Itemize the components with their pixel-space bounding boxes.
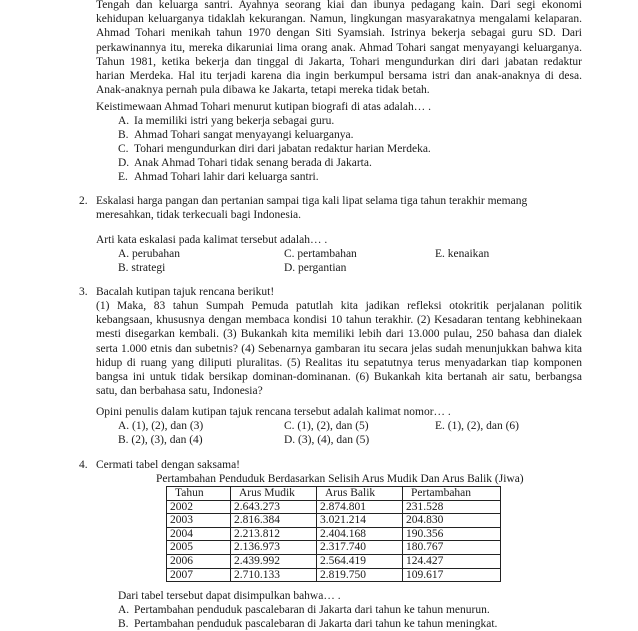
table-cell: 2006: [167, 554, 231, 568]
table-cell: 124.427: [403, 554, 501, 568]
option-a: A. (1), (2), dan (3): [118, 420, 204, 432]
text-line: meresahkan, tidak terkecuali bagi Indonesia.: [96, 209, 302, 222]
option-text: Pertambahan penduduk pascalebaran di Jakarta dari tahun ke tahun meningkat.: [134, 618, 498, 630]
text-line: Anak-anaknya pernah pula dibawa ke Jakarta, tetapi mereka tidak betah.: [96, 84, 430, 97]
text-line: kehidupan keluarganya tidaklah kekurangan. Namun, lingkungan masyarakatnya mengalami kelaparan.: [96, 13, 582, 26]
table-row: [167, 554, 501, 568]
text-line: mesti disegarkan kembali. (3) Bukankah kita memiliki lebih dari 13.000 pulau, 250 bahasa dan dialek: [96, 328, 582, 341]
option-text: Ahmad Tohari sangat menyayangi keluarganya.: [134, 129, 354, 141]
table-cell: 2003: [167, 514, 231, 528]
option-letter: A.: [118, 604, 130, 616]
question-3-prompt: Opini penulis dalam kutipan tajuk rencana tersebut adalah kalimat nomor… .: [96, 406, 451, 418]
text-line: bangsa ini untuk tidak bersikap dominan-dominanan. (6) Bukankah kita bertanah air satu, berbangsa: [96, 371, 582, 384]
table-row: [167, 541, 501, 555]
table-cell: 2004: [167, 527, 231, 541]
question-1-prompt: Keistimewaan Ahmad Tohari menurut kutipan biografi di atas adalah… .: [96, 101, 431, 113]
table-row: [167, 527, 501, 541]
table-cell: 190.356: [403, 527, 501, 541]
table-row: [167, 500, 501, 514]
question-2-number: 2.: [79, 195, 88, 207]
option-e: E. kenaikan: [435, 248, 490, 260]
editorial-passage: [96, 299, 582, 398]
table-row: [167, 514, 501, 528]
text-line: Eskalasi harga pangan dan pertanian sampai tiga kali lipat selama tiga tahun terakhir memang: [96, 195, 528, 207]
table-cell: 231.528: [403, 500, 501, 514]
text-line: Tengah dan keluarga santri. Ayahnya seorang kiai dan ibunya pedagang kain. Dari segi ekonomi: [96, 0, 582, 11]
table-cell: 2.710.133: [231, 568, 317, 582]
table-cell: 2005: [167, 541, 231, 555]
text-line: hidup di ruang yang diliputi pluralitas. (5) Realitas itu sepatutnya terus menyadarkan tiap komponen: [96, 356, 582, 369]
question-4-number: 4.: [79, 459, 88, 471]
option-letter: B.: [118, 129, 129, 141]
option-e: E. (1), (2), dan (6): [435, 420, 519, 432]
text-line: kebangsaan, khususnya dengan membaca kondisi 10 tahun terakhir. (2) Kesadaran tentang kebhinekaan: [96, 314, 582, 327]
option-text: Tohari mengundurkan diri dari jabatan redaktur harian Merdeka.: [134, 143, 431, 155]
option-text: Anak Ahmad Tohari tidak senang berada di Jakarta.: [134, 157, 372, 169]
option-text: Ia memiliki istri yang bekerja sebagai guru.: [134, 115, 335, 127]
table-cell: 2002: [167, 500, 231, 514]
text-line: perkawinannya itu, mereka dikaruniai lima orang anak. Ahmad Tohari sangat menyayangi keluarganya.: [96, 41, 582, 54]
option-c: C. (1), (2), dan (5): [284, 420, 369, 432]
table-cell: 2.404.168: [317, 527, 403, 541]
table-cell: 3.021.214: [317, 514, 403, 528]
text-line: Tahun 1981, ketika bekerja dan tinggal di Jakarta, Tohari mengundurkan diri dari jabatan redaktur: [96, 55, 582, 68]
table-cell: 109.617: [403, 568, 501, 582]
column-header: Tahun: [167, 487, 231, 501]
column-header: Arus Mudik: [231, 487, 317, 501]
table-cell: 2.643.273: [231, 500, 317, 514]
option-text: Pertambahan penduduk pascalebaran di Jakarta dari tahun ke tahun menurun.: [134, 604, 490, 616]
option-letter: C.: [118, 143, 129, 155]
table-header-row: [167, 487, 501, 501]
table-cell: 2.564.419: [317, 554, 403, 568]
text-line: harian Merdeka. Hal itu terjadi karena dia ingin berkumpul bersama istri dan anak-anaknya di desa.: [96, 70, 582, 83]
question-2-stem: [96, 194, 582, 222]
question-4-prompt: Dari tabel tersebut dapat disimpulkan bahwa… .: [118, 590, 341, 602]
table-title: Pertambahan Penduduk Berdasarkan Selisih Arus Mudik Dan Arus Balik (Jiwa): [156, 473, 524, 485]
option-letter: A.: [118, 115, 130, 127]
option-text: Ahmad Tohari lahir dari keluarga santri.: [134, 171, 319, 183]
table-cell: 2.136.973: [231, 541, 317, 555]
option-letter: B.: [118, 618, 129, 630]
option-c: C. pertambahan: [284, 248, 357, 260]
table-cell: 2.874.801: [317, 500, 403, 514]
text-line: (1) Maka, 83 tahun Sumpah Pemuda patutlah kita jadikan refleksi otokritik perjalanan politik: [96, 300, 582, 312]
table-cell: 2.439.992: [231, 554, 317, 568]
option-letter: D.: [118, 157, 130, 169]
text-line: Ahmad Tohari menikah tahun 1970 dengan Siti Syamsiah. Istrinya bekerja sebagai guru SD. Dari: [96, 27, 582, 40]
text-line: satu, dan berbahasa satu, Indonesia?: [96, 385, 263, 398]
question-3-intro: Bacalah kutipan tajuk rencana berikut!: [96, 286, 275, 298]
option-letter: E.: [118, 171, 128, 183]
option-b: B. strategi: [118, 262, 166, 274]
text-line: serta 1.000 etnis dan subetnis? (4) Sebenarnya gambaran itu secara jelas sudah menunjukkan bahwa kita: [96, 342, 582, 355]
question-2-prompt: Arti kata eskalasi pada kalimat tersebut adalah… .: [96, 234, 328, 246]
option-b: B. (2), (3), dan (4): [118, 434, 203, 446]
option-d: D. pergantian: [284, 262, 347, 274]
column-header: Pertambahan: [403, 487, 501, 501]
table-cell: 2.317.740: [317, 541, 403, 555]
table-cell: 2.819.750: [317, 568, 403, 582]
option-d: D. (3), (4), dan (5): [284, 434, 370, 446]
table-row: [167, 568, 501, 582]
table-cell: 2007: [167, 568, 231, 582]
table-cell: 2.213.812: [231, 527, 317, 541]
column-header: Arus Balik: [317, 487, 403, 501]
table-cell: 2.816.384: [231, 514, 317, 528]
question-3-number: 3.: [79, 286, 88, 298]
question-4-intro: Cermati tabel dengan saksama!: [96, 459, 241, 471]
population-table: [166, 486, 501, 582]
biography-passage: [96, 0, 582, 97]
table-cell: 180.767: [403, 541, 501, 555]
option-a: A. perubahan: [118, 248, 180, 260]
table-cell: 204.830: [403, 514, 501, 528]
